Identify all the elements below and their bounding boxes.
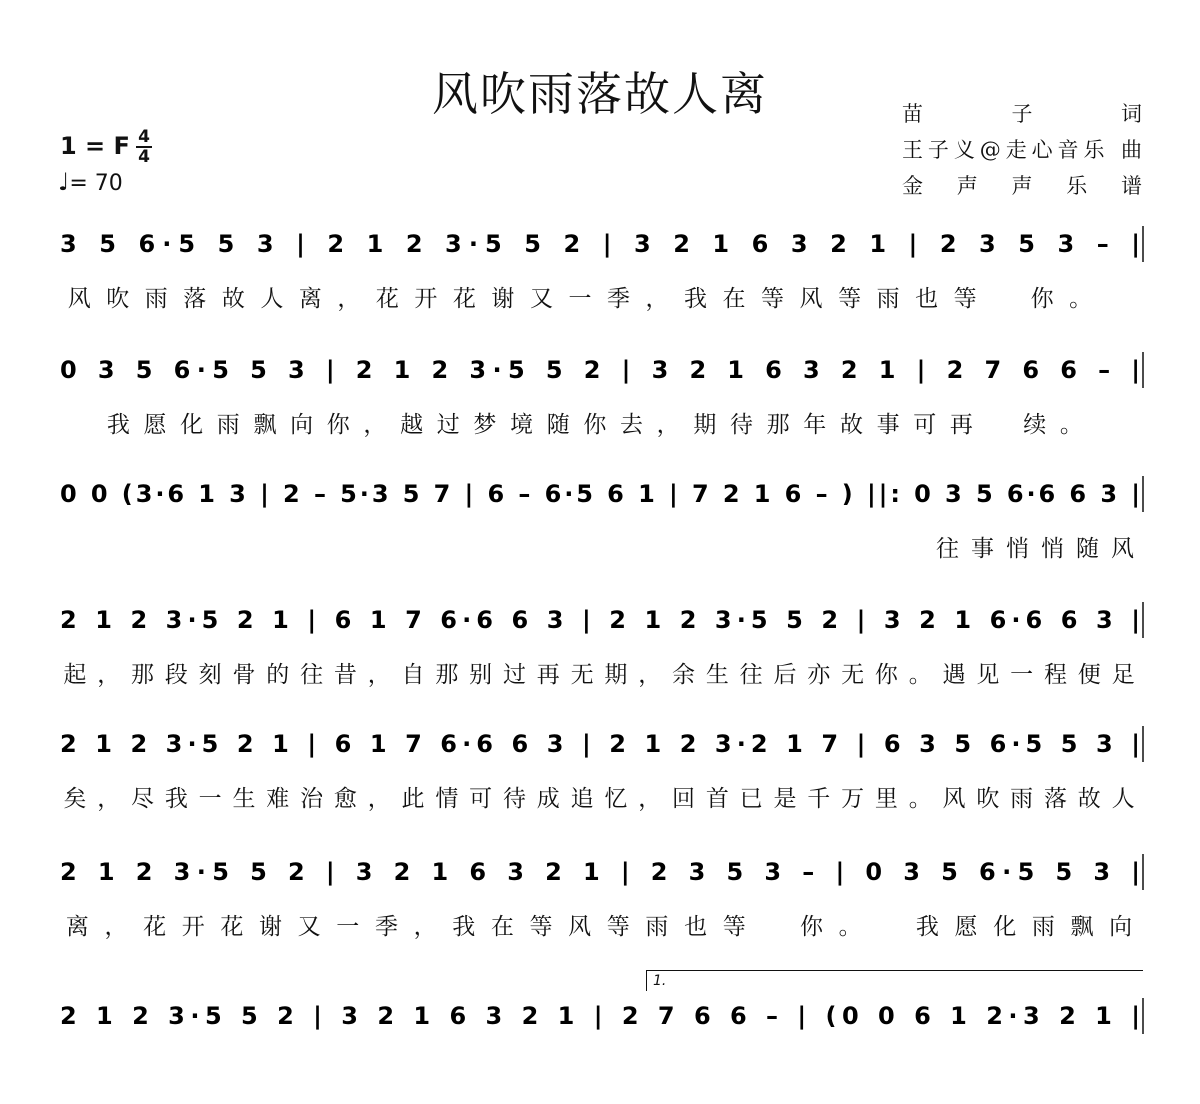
first-ending-bracket bbox=[646, 970, 1143, 991]
time-sig-denominator: 4 bbox=[138, 147, 150, 167]
lyrics-line-1: 风 吹 雨 落 故 人 离 ， 花 开 花 谢 又 一 季 ， 我 在 等 风 等 雨 也 等 你 。 bbox=[67, 286, 1093, 312]
notation-text: 2 1 2 3·5 5 2 | 3 2 1 6 3 2 1 | 2 7 6 6 – | (0 0 6 1 2·3 2 1 | bbox=[60, 1002, 1141, 1030]
system-row-2 bbox=[0, 348, 1200, 458]
lyrics-line-4: 起 ， 那 段 刻 骨 的 往 昔 ， 自 那 别 过 再 无 期 ， 余 生 往 后 亦 无 你 。 遇 见 一 程 便 足 bbox=[63, 662, 1135, 688]
notation-line-3 bbox=[0, 472, 1200, 532]
notation-text: 2 1 2 3·5 2 1 | 6 1 7 6·6 6 3 | 2 1 2 3·2 1 7 | 6 3 5 6·5 5 3 | bbox=[60, 730, 1140, 758]
composer-credit: 王子义@走心音乐 曲 bbox=[902, 138, 1142, 162]
credits-block bbox=[902, 96, 1142, 204]
quarter-note-icon: ♩ bbox=[58, 168, 70, 196]
notation-line-6 bbox=[0, 850, 1200, 910]
lyrics-line-6: 离 ， 花 开 花 谢 又 一 季 ， 我 在 等 风 等 雨 也 等 你 。 我 愿 化 雨 飘 向 bbox=[65, 914, 1133, 940]
system-row-1 bbox=[0, 222, 1200, 332]
notation-line-7 bbox=[0, 994, 1200, 1054]
lyrics-line-5: 矣 ， 尽 我 一 生 难 治 愈 ， 此 情 可 待 成 追 忆 ， 回 首 已 是 千 万 里 。 风 吹 雨 落 故 人 bbox=[63, 786, 1135, 812]
system-row-6 bbox=[0, 850, 1200, 960]
system-row-7 bbox=[0, 994, 1200, 1104]
notation-text: 0 3 5 6·5 5 3 | 2 1 2 3·5 5 2 | 3 2 1 6 3 2 1 | 2 7 6 6 – | bbox=[60, 356, 1140, 384]
time-sig-numerator: 4 bbox=[138, 127, 150, 147]
lyricist-credit: 苗 子 词 bbox=[902, 102, 1142, 126]
notation-text: 2 1 2 3·5 5 2 | 3 2 1 6 3 2 1 | 2 3 5 3 – | 0 3 5 6·5 5 3 | bbox=[60, 858, 1140, 886]
system-row-5 bbox=[0, 722, 1200, 832]
volta-label: 1. bbox=[653, 973, 667, 989]
key-signature: 1 = F bbox=[60, 132, 130, 160]
notation-line-1 bbox=[0, 222, 1200, 282]
notation-text: 2 1 2 3·5 2 1 | 6 1 7 6·6 6 3 | 2 1 2 3·5 5 2 | 3 2 1 6·6 6 3 | bbox=[60, 606, 1140, 634]
time-signature bbox=[136, 128, 152, 166]
notation-line-5 bbox=[0, 722, 1200, 782]
notation-text: 3 5 6·5 5 3 | 2 1 2 3·5 5 2 | 3 2 1 6 3 2 1 | 2 3 5 3 – | bbox=[60, 230, 1141, 258]
notation-line-2 bbox=[0, 348, 1200, 408]
system-row-3 bbox=[0, 472, 1200, 582]
arranger-credit: 金 声 声 乐 谱 bbox=[902, 174, 1142, 198]
lyrics-line-3: 往 事 悄 悄 随 风 bbox=[936, 536, 1134, 562]
song-title: 风吹雨落故人离 bbox=[432, 67, 768, 121]
tempo-marking bbox=[58, 168, 123, 196]
system-row-4 bbox=[0, 598, 1200, 708]
notation-line-4 bbox=[0, 598, 1200, 658]
lyrics-line-2: 我 愿 化 雨 飘 向 你 ， 越 过 梦 境 随 你 去 ， 期 待 那 年 故 事 可 再 续 。 bbox=[106, 412, 1083, 438]
notation-text: 0 0 (3·6 1 3 | 2 – 5·3 5 7 | 6 – 6·5 6 1 | 7 2 1 6 – ) ||: 0 3 5 6·6 6 3 | bbox=[60, 480, 1141, 508]
tempo-value: = 70 bbox=[69, 171, 123, 196]
